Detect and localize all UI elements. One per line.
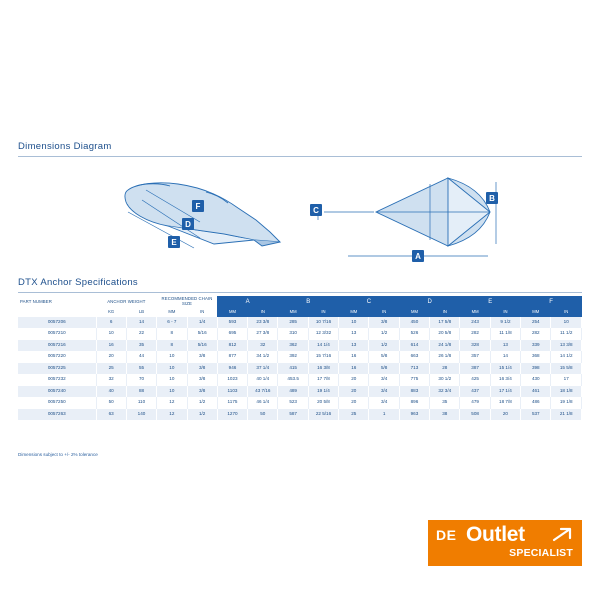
table-cell: 19 1/8	[551, 397, 582, 409]
table-cell: 3/4	[369, 374, 399, 386]
table-cell: 20	[96, 351, 126, 363]
table-cell: 43 7/16	[248, 386, 278, 398]
table-unit-cell: IN	[248, 308, 278, 317]
specifications-divider	[18, 292, 582, 293]
table-cell: 243	[460, 317, 490, 329]
table-cell: 1175	[217, 397, 247, 409]
group-header-A: A	[217, 296, 278, 308]
table-cell: 489	[278, 386, 308, 398]
table-cell: 30 1/2	[430, 374, 460, 386]
table-cell: 63	[96, 409, 126, 421]
table-cell: 10	[157, 374, 187, 386]
group-header-B: B	[278, 296, 339, 308]
brand-logo	[428, 520, 582, 566]
table-cell: 35	[430, 397, 460, 409]
table-cell: 15 5/8	[551, 363, 582, 375]
table-cell: 1/2	[187, 397, 217, 409]
table-cell: 328	[460, 340, 490, 352]
table-cell: 812	[217, 340, 247, 352]
table-cell: 40	[96, 386, 126, 398]
table-row	[18, 409, 582, 421]
table-cell: 25	[339, 409, 369, 421]
diagram-label-C: C	[313, 206, 319, 215]
table-cell: 55	[126, 363, 156, 375]
table-cell: 285	[278, 317, 308, 329]
table-row	[18, 397, 582, 409]
table-cell: 23 3/8	[248, 317, 278, 329]
table-cell: 50	[248, 409, 278, 421]
group-header-chain-size: RECOMMENDED CHAIN SIZE	[161, 296, 213, 306]
table-unit-cell: MM	[460, 308, 490, 317]
table-cell: 1/2	[187, 409, 217, 421]
table-cell: 10	[339, 317, 369, 329]
table-cell: 13	[490, 340, 520, 352]
table-cell: 896	[399, 397, 429, 409]
table-cell: 16 3/4	[490, 374, 520, 386]
table-cell: 362	[278, 340, 308, 352]
table-cell: 713	[399, 363, 429, 375]
diagram-label-F: F	[195, 202, 201, 211]
logo-outlet-text: Outlet	[466, 523, 525, 546]
table-cell: 10	[157, 363, 187, 375]
table-cell: 12	[157, 397, 187, 409]
table-unit-cell: MM	[217, 308, 247, 317]
table-cell: 20	[339, 397, 369, 409]
table-cell: 946	[217, 363, 247, 375]
table-cell: 46 1/4	[248, 397, 278, 409]
table-cell: 479	[460, 397, 490, 409]
table-unit-cell: IN	[200, 308, 205, 314]
table-cell: 16	[339, 363, 369, 375]
table-unit-cell: IN	[490, 308, 520, 317]
table-cell: 26 1/8	[430, 351, 460, 363]
table-cell: 13	[339, 340, 369, 352]
table-cell: 16 3/8	[308, 363, 338, 375]
table-body	[18, 317, 582, 421]
table-cell: 37 1/4	[248, 363, 278, 375]
table-cell: 21 1/8	[551, 409, 582, 421]
table-cell: 1270	[217, 409, 247, 421]
group-header-C: C	[339, 296, 400, 308]
table-cell: 1023	[217, 374, 247, 386]
table-cell: 339	[521, 340, 551, 352]
table-unit-cell: MM	[168, 308, 176, 314]
table-cell: 486	[521, 397, 551, 409]
table-cell-part-number: 0057225	[18, 363, 96, 375]
group-header-D: D	[399, 296, 460, 308]
table-cell: 3/8	[187, 363, 217, 375]
table-cell: 20 5/8	[430, 328, 460, 340]
table-cell: 1103	[217, 386, 247, 398]
table-cell: 6	[96, 317, 126, 329]
table-cell: 1	[369, 409, 399, 421]
table-cell: 523	[278, 397, 308, 409]
table-cell: 3/8	[187, 374, 217, 386]
group-header-F: F	[521, 296, 582, 308]
table-cell: 140	[126, 409, 156, 421]
table-cell: 17 7/8	[308, 374, 338, 386]
table-unit-cell: MM	[399, 308, 429, 317]
table-cell-part-number: 0057240	[18, 386, 96, 398]
table-unit-cell: LB	[138, 308, 145, 314]
table-cell: 110	[126, 397, 156, 409]
table-row	[18, 386, 582, 398]
table-cell-part-number: 0057216	[18, 340, 96, 352]
table-unit-cell: MM	[339, 308, 369, 317]
table-unit-cell	[18, 308, 96, 317]
dimensions-diagram-title: Dimensions Diagram	[18, 141, 112, 152]
table-cell: 35	[126, 340, 156, 352]
table-cell: 5/16	[187, 328, 217, 340]
table-cell: 392	[278, 351, 308, 363]
table-cell: 50	[96, 397, 126, 409]
table-cell: 453.5	[278, 374, 308, 386]
table-unit-cell: KG	[108, 308, 115, 314]
table-head	[18, 296, 582, 317]
table-cell: 3/8	[187, 386, 217, 398]
table-cell: 10	[157, 386, 187, 398]
table-cell: 10 7/16	[308, 317, 338, 329]
table-cell: 18 1/8	[551, 386, 582, 398]
table-row	[18, 340, 582, 352]
anchor-dimensions-diagram	[18, 160, 582, 268]
table-cell: 508	[460, 409, 490, 421]
table-cell: 32	[96, 374, 126, 386]
table-cell: 398	[521, 363, 551, 375]
table-cell-part-number: 0057250	[18, 397, 96, 409]
table-unit-cell: IN	[369, 308, 399, 317]
table-cell: 16	[339, 351, 369, 363]
table-cell: 8	[157, 340, 187, 352]
table-cell: 282	[521, 328, 551, 340]
table-cell: 775	[399, 374, 429, 386]
table-cell: 282	[460, 328, 490, 340]
table-cell: 16	[96, 340, 126, 352]
table-cell-part-number: 0057232	[18, 374, 96, 386]
table-cell-part-number: 0057210	[18, 328, 96, 340]
table-cell: 963	[399, 409, 429, 421]
table-cell-part-number: 0057220	[18, 351, 96, 363]
table-cell: 17 1/4	[490, 386, 520, 398]
table-cell: 15 7/16	[308, 351, 338, 363]
table-cell: 9 1/2	[490, 317, 520, 329]
diagram-label-D: D	[185, 220, 191, 229]
table-row	[18, 328, 582, 340]
table-cell: 593	[217, 317, 247, 329]
table-cell: 22 5/16	[308, 409, 338, 421]
table-cell: 19 1/4	[308, 386, 338, 398]
table-row	[18, 351, 582, 363]
table-cell: 24 1/8	[430, 340, 460, 352]
table-cell-part-number: 0057206	[18, 317, 96, 329]
diagram-label-A: A	[415, 252, 421, 261]
diagram-label-B: B	[489, 194, 495, 203]
table-cell: 32 3/4	[430, 386, 460, 398]
table-row	[18, 363, 582, 375]
logo-specialist-text: SPECIALIST	[509, 547, 573, 559]
table-cell: 5/8	[369, 351, 399, 363]
table-cell: 40 1/4	[248, 374, 278, 386]
table-cell: 14	[126, 317, 156, 329]
table-cell: 20	[490, 409, 520, 421]
table-cell: 614	[399, 340, 429, 352]
table-cell: 3/8	[369, 317, 399, 329]
dimensions-divider	[18, 156, 582, 157]
table-cell: 17	[551, 374, 582, 386]
table-cell: 38	[430, 409, 460, 421]
table-cell: 695	[217, 328, 247, 340]
table-cell: 20	[339, 386, 369, 398]
table-cell: 663	[399, 351, 429, 363]
table-cell: 14 1/2	[551, 351, 582, 363]
table-cell: 883	[399, 386, 429, 398]
table-cell: 11 1/8	[490, 328, 520, 340]
table-unit-cell: IN	[308, 308, 338, 317]
table-cell: 5/16	[187, 340, 217, 352]
table-unit-cell: MM	[521, 308, 551, 317]
table-cell: 17 5/8	[430, 317, 460, 329]
table-cell: 387	[460, 363, 490, 375]
table-cell: 14	[490, 351, 520, 363]
table-cell: 15 1/4	[490, 363, 520, 375]
table-units-row	[18, 308, 582, 317]
table-cell: 537	[521, 409, 551, 421]
table-cell: 34 1/2	[248, 351, 278, 363]
table-cell: 310	[278, 328, 308, 340]
table-row	[18, 374, 582, 386]
table-cell: 28	[430, 363, 460, 375]
table-cell: 587	[278, 409, 308, 421]
tolerance-footnote: Dimensions subject to +/- 2% tolerance	[18, 452, 98, 457]
table-cell: 13 3/8	[551, 340, 582, 352]
table-cell: 27 3/8	[248, 328, 278, 340]
logo-de-text: DE	[436, 527, 457, 543]
table-cell: 425	[460, 374, 490, 386]
table-cell: 14 1/4	[308, 340, 338, 352]
table-cell: 357	[460, 351, 490, 363]
table-unit-cell: IN	[551, 308, 582, 317]
table-cell: 12	[157, 409, 187, 421]
table-cell: 1/4	[187, 317, 217, 329]
diagram-label-E: E	[171, 238, 177, 247]
table-cell: 12 3/32	[308, 328, 338, 340]
table-cell: 20 5/8	[308, 397, 338, 409]
group-header-anchor-weight: ANCHOR WEIGHT	[107, 298, 146, 304]
table-cell: 437	[460, 386, 490, 398]
table-cell: 5/8	[369, 363, 399, 375]
table-cell: 254	[521, 317, 551, 329]
table-unit-cell: MM	[278, 308, 308, 317]
table-cell: 32	[248, 340, 278, 352]
table-cell: 3/4	[369, 386, 399, 398]
anchor-specifications-table	[18, 296, 582, 420]
table-cell: 461	[521, 386, 551, 398]
table-cell: 3/8	[187, 351, 217, 363]
table-cell: 18 7/8	[490, 397, 520, 409]
table-cell: 6 - 7	[157, 317, 187, 329]
table-cell: 526	[399, 328, 429, 340]
table-cell: 10	[157, 351, 187, 363]
table-cell: 88	[126, 386, 156, 398]
table-cell: 10	[551, 317, 582, 329]
table-cell: 430	[521, 374, 551, 386]
table-cell: 13	[339, 328, 369, 340]
table-cell: 3/4	[369, 397, 399, 409]
table-cell: 70	[126, 374, 156, 386]
table-cell: 22	[126, 328, 156, 340]
table-cell: 1/2	[369, 340, 399, 352]
table-cell: 877	[217, 351, 247, 363]
table-cell: 11 1/2	[551, 328, 582, 340]
table-cell: 10	[96, 328, 126, 340]
table-cell: 8	[157, 328, 187, 340]
table-row	[18, 317, 582, 329]
group-header-E: E	[460, 296, 521, 308]
table-cell: 450	[399, 317, 429, 329]
table-cell: 415	[278, 363, 308, 375]
table-cell: 25	[96, 363, 126, 375]
table-cell-part-number: 0057263	[18, 409, 96, 421]
table-cell: 1/2	[369, 328, 399, 340]
table-cell: 20	[339, 374, 369, 386]
specifications-title: DTX Anchor Specifications	[18, 277, 138, 288]
logo-arrow-icon	[552, 526, 574, 547]
table-unit-cell: IN	[430, 308, 460, 317]
table-group-header-row	[18, 296, 582, 308]
table-cell: 368	[521, 351, 551, 363]
table-cell: 44	[126, 351, 156, 363]
group-header-part-number: PART NUMBER	[20, 298, 52, 304]
